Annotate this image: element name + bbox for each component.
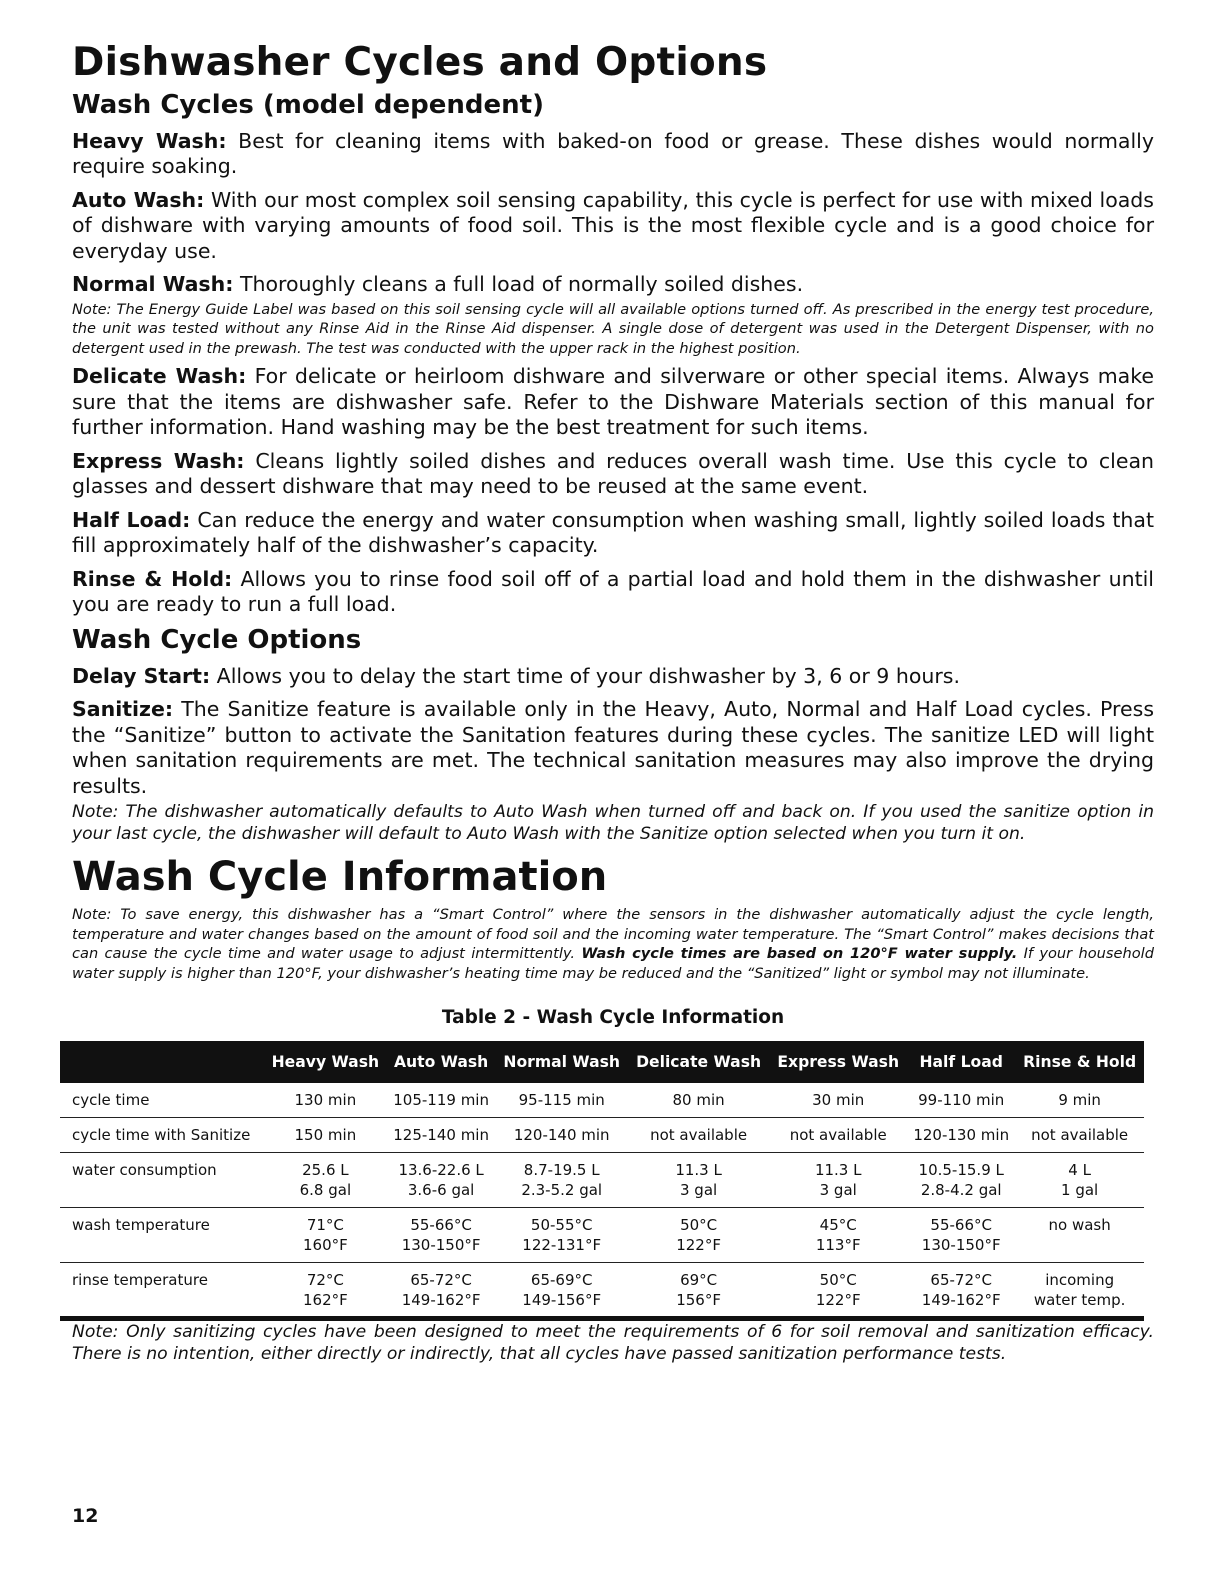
auto-wash-term: Auto Wash: — [72, 187, 205, 212]
cell-line: 149-156°F — [522, 1291, 602, 1310]
cell-line: 99-110 min — [918, 1091, 1005, 1110]
table-cell — [1015, 1083, 1144, 1118]
delay-start-paragraph — [72, 664, 1154, 690]
table-row — [60, 1083, 1144, 1118]
table-cell — [628, 1263, 769, 1319]
cell-line: 25.6 L — [302, 1161, 349, 1180]
auto-wash-text: With our most complex soil sensing capability, this cycle is perfect for use with mixed loads of dishware with varying amounts of food soil. This is the most flexible cycle and is a good choice for everyday use. — [72, 187, 1154, 263]
table-cell — [264, 1083, 387, 1118]
table-cell — [496, 1118, 628, 1153]
cell-line: 95-115 min — [518, 1091, 605, 1110]
normal-wash-term: Normal Wash: — [72, 272, 234, 297]
cell-line: 30 min — [812, 1091, 865, 1110]
table-cell — [1015, 1118, 1144, 1153]
heavy-wash-text: Best for cleaning items with baked-on food or grease. These dishes would normally require soaking. — [72, 128, 1154, 179]
cell-line: 120-130 min — [913, 1126, 1010, 1145]
normal-wash-note: Note: The Energy Guide Label was based on this soil sensing cycle will all available options turned off. As prescribed in the energy test procedure, the unit was tested without any Rinse Aid in the Rinse Aid dispenser. A single dose of detergent was used in the Detergent Dispenser, with no detergent used in the prewash. The test was conducted with the upper rack in the highest position. — [72, 300, 1154, 357]
cell-line: 50°C — [680, 1216, 718, 1235]
row-label: water consumption — [60, 1153, 264, 1208]
half-load-text: Can reduce the energy and water consumption when washing small, lightly soiled loads that fill approximately half of the dishwasher’s capacity. — [72, 507, 1154, 558]
table-caption: Table 2 - Wash Cycle Information — [441, 1007, 785, 1029]
table-cell — [387, 1118, 496, 1153]
cell-line: 3.6-6 gal — [407, 1181, 475, 1200]
table-header-row — [60, 1041, 1144, 1083]
cell-line: 156°F — [676, 1291, 721, 1310]
table-cell — [769, 1118, 907, 1153]
cell-line: 8.7-19.5 L — [523, 1161, 600, 1180]
table-cell — [769, 1083, 907, 1118]
cell-line: not available — [650, 1126, 748, 1145]
page-title: Dishwasher Cycles and Options — [72, 40, 768, 85]
table-header-cell — [60, 1041, 264, 1083]
rinse-hold-term: Rinse & Hold: — [72, 566, 233, 591]
cell-line: 10.5-15.9 L — [918, 1161, 1004, 1180]
normal-wash-text: Thoroughly cleans a full load of normally soiled dishes. — [233, 272, 804, 297]
cell-line: 122°F — [815, 1291, 861, 1310]
manual-page — [72, 42, 1154, 1375]
table-cell — [496, 1083, 628, 1118]
table-cell — [769, 1208, 907, 1263]
table-cell — [264, 1263, 387, 1319]
table-cell — [387, 1083, 496, 1118]
half-load-paragraph — [72, 508, 1154, 559]
cell-line: 130-150°F — [401, 1236, 481, 1255]
table-cell — [628, 1208, 769, 1263]
cell-line: incoming — [1045, 1271, 1115, 1290]
table-cell — [496, 1153, 628, 1208]
delay-start-term: Delay Start: — [72, 663, 211, 688]
table-cell — [628, 1083, 769, 1118]
smart-control-note — [72, 905, 1154, 983]
table-body — [60, 1083, 1144, 1319]
cell-line: water temp. — [1033, 1291, 1126, 1310]
cell-line: 149-162°F — [401, 1291, 481, 1310]
cell-line: 120-140 min — [513, 1126, 610, 1145]
cell-line: 125-140 min — [393, 1126, 489, 1145]
cell-line: not available — [789, 1126, 887, 1145]
cell-line: 6.8 gal — [299, 1181, 352, 1200]
cell-line: 50°C — [819, 1271, 857, 1290]
wash-cycle-information-heading: Wash Cycle Information — [72, 854, 608, 901]
wash-cycle-table — [60, 1041, 1144, 1321]
table-cell — [769, 1153, 907, 1208]
table-cell — [628, 1118, 769, 1153]
table-header-cell: Delicate Wash — [628, 1041, 769, 1083]
cell-line: 80 min — [672, 1091, 725, 1110]
express-wash-text: Cleans lightly soiled dishes and reduces overall wash time. Use this cycle to clean glasses and dessert dishware that may need to be reused at the same event. — [72, 448, 1154, 499]
row-label: rinse temperature — [60, 1263, 264, 1319]
delay-start-text: Allows you to delay the start time of your dishwasher by 3, 6 or 9 hours. — [210, 663, 960, 688]
cell-line: not available — [1031, 1126, 1129, 1145]
wash-cycles-heading: Wash Cycles (model dependent) — [72, 89, 544, 120]
heavy-wash-term: Heavy Wash: — [72, 128, 227, 153]
cell-line: 160°F — [302, 1236, 348, 1255]
table-cell — [1015, 1263, 1144, 1319]
cell-line: 122°F — [676, 1236, 721, 1255]
sanitization-footnote: Note: Only sanitizing cycles have been designed to meet the requirements of 6 for soil removal and sanitization efficacy. There is no intention, either directly or indirectly, that all cycles have passed sanitization performance tests. — [72, 1322, 1154, 1365]
cell-line: 11.3 L — [814, 1161, 862, 1180]
table-header-cell: Normal Wash — [496, 1041, 628, 1083]
cell-line: no wash — [1048, 1216, 1111, 1235]
sanitize-note: Note: The dishwasher automatically defaults to Auto Wash when turned off and back on. If you used the sanitize option in your last cycle, the dishwasher will default to Auto Wash with the Sanitize option selected when you turn it on. — [72, 802, 1154, 845]
table-cell — [907, 1083, 1015, 1118]
cell-line: 45°C — [819, 1216, 857, 1235]
cell-line: 55-66°C — [410, 1216, 472, 1235]
cell-line: 3 gal — [679, 1181, 718, 1200]
wash-cycle-options-heading: Wash Cycle Options — [72, 624, 362, 655]
table-cell — [387, 1263, 496, 1319]
half-load-term: Half Load: — [72, 507, 191, 532]
page-number: 12 — [72, 1505, 99, 1527]
cell-line: 130-150°F — [921, 1236, 1001, 1255]
table-row — [60, 1153, 1144, 1208]
rinse-hold-paragraph — [72, 567, 1154, 618]
delicate-wash-term: Delicate Wash: — [72, 364, 247, 389]
cell-line: 65-72°C — [930, 1271, 992, 1290]
table-header-cell: Half Load — [907, 1041, 1015, 1083]
smart-control-note-emphasis: Wash cycle times are based on 120°F water supply. — [581, 945, 1018, 963]
cell-line: 162°F — [302, 1291, 348, 1310]
table-row — [60, 1208, 1144, 1263]
table-header-cell: Heavy Wash — [264, 1041, 387, 1083]
table-cell — [907, 1208, 1015, 1263]
row-label: wash temperature — [60, 1208, 264, 1263]
delicate-wash-text: For delicate or heirloom dishware and silverware or other special items. Always make sure that the items are dishwasher safe. Refer to the Dishware Materials section of this manual for further information. Hand washing may be the best treatment for such items. — [72, 364, 1154, 440]
cell-line: 3 gal — [819, 1181, 857, 1200]
table-cell — [1015, 1208, 1144, 1263]
cell-line: 55-66°C — [930, 1216, 992, 1235]
cell-line: 1 gal — [1061, 1181, 1099, 1200]
table-cell — [264, 1118, 387, 1153]
sanitize-text: The Sanitize feature is available only in the Heavy, Auto, Normal and Half Load cycles. Press the “Sanitize” button to activate the Sanitation features during these cycles. The sanitize LED will light when sanitation requirements are met. The technical sanitation measures may also improve the drying results. — [72, 697, 1154, 798]
table-header-cell: Rinse & Hold — [1015, 1041, 1144, 1083]
table-header-cell: Express Wash — [769, 1041, 907, 1083]
table-cell — [907, 1118, 1015, 1153]
table-cell — [907, 1263, 1015, 1319]
cell-line: 149-162°F — [921, 1291, 1001, 1310]
cell-line: 122-131°F — [522, 1236, 602, 1255]
table-cell — [264, 1208, 387, 1263]
cell-line: 113°F — [815, 1236, 861, 1255]
cell-line: 2.8-4.2 gal — [920, 1181, 1002, 1200]
express-wash-term: Express Wash: — [72, 448, 245, 473]
cell-line: 72°C — [306, 1271, 344, 1290]
cell-line: 69°C — [680, 1271, 718, 1290]
delicate-wash-paragraph — [72, 364, 1154, 441]
cell-line: 105-119 min — [393, 1091, 489, 1110]
table-row — [60, 1118, 1144, 1153]
auto-wash-paragraph — [72, 188, 1154, 265]
table-cell — [264, 1153, 387, 1208]
table-cell — [496, 1208, 628, 1263]
heavy-wash-paragraph — [72, 129, 1154, 180]
normal-wash-paragraph — [72, 272, 1154, 298]
cell-line: 11.3 L — [675, 1161, 722, 1180]
rinse-hold-text: Allows you to rinse food soil off of a partial load and hold them in the dishwasher until you are ready to run a full load. — [72, 566, 1154, 617]
cell-line: 150 min — [294, 1126, 357, 1145]
sanitize-paragraph — [72, 697, 1154, 799]
cell-line: 4 L — [1068, 1161, 1091, 1180]
cell-line: 130 min — [294, 1091, 357, 1110]
table-cell — [496, 1263, 628, 1319]
cell-line: 2.3-5.2 gal — [521, 1181, 603, 1200]
smart-control-note-text: Note: To save energy, this dishwasher has a “Smart Control” where the sensors in the dishwasher automatically adjust the cycle length, temperature and water changes based on the amount of food soil and the incoming water temperature. The “Smart Control” makes decisions that can cause the cycle time and water usage to adjust intermittently. — [72, 906, 1154, 963]
cell-line: 65-72°C — [410, 1271, 472, 1290]
cell-line: 13.6-22.6 L — [398, 1161, 484, 1180]
table-cell — [907, 1153, 1015, 1208]
table-cell — [387, 1208, 496, 1263]
table-row — [60, 1263, 1144, 1319]
table-cell — [769, 1263, 907, 1319]
cell-line: 71°C — [306, 1216, 344, 1235]
cell-line: 50-55°C — [530, 1216, 593, 1235]
sanitize-term: Sanitize: — [72, 697, 174, 722]
table-cell — [628, 1153, 769, 1208]
express-wash-paragraph — [72, 449, 1154, 500]
cell-line: 65-69°C — [530, 1271, 593, 1290]
smart-control-note-continuation: If your household water supply is higher than 120°F, your dishwasher’s heating time may be reduced and the “Sanitized” light or symbol may not illuminate. — [72, 945, 1154, 982]
cell-line: 9 min — [1058, 1091, 1101, 1110]
row-label: cycle time with Sanitize — [60, 1118, 264, 1153]
table-cell — [1015, 1153, 1144, 1208]
table-cell — [387, 1153, 496, 1208]
row-label: cycle time — [60, 1083, 264, 1118]
table-header-cell: Auto Wash — [387, 1041, 496, 1083]
